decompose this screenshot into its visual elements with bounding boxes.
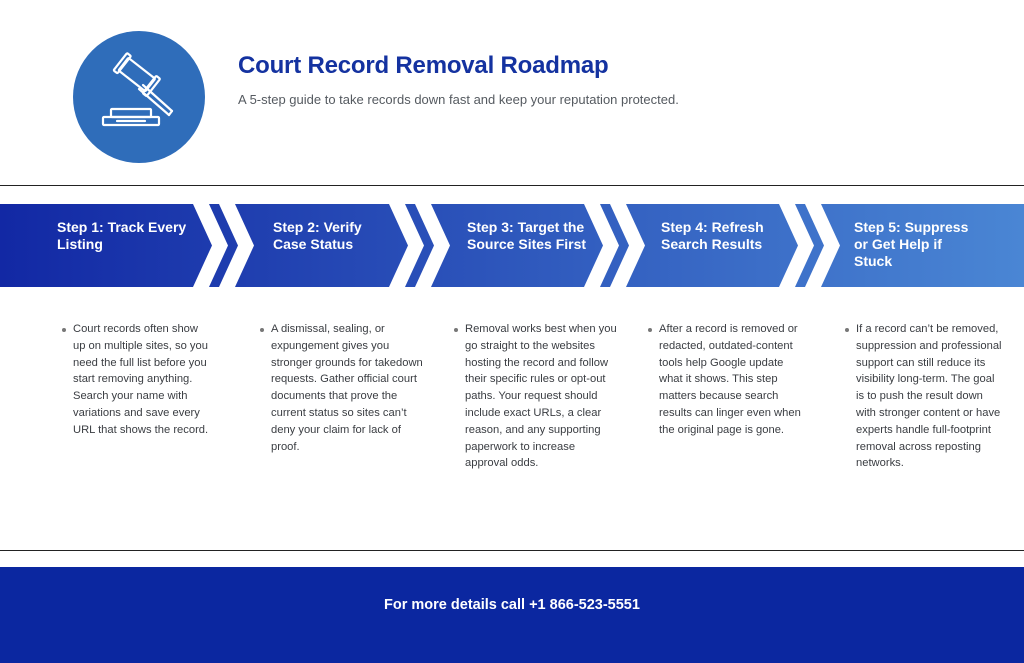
step-1-bullet: Court records often show up on multiple sites, so you need the full list before you start removing anything. Search your name with variations and save every URL that shows the record. xyxy=(73,321,209,439)
step-5-title: Step 5: Suppress or Get Help if Stuck xyxy=(854,219,969,269)
step-5-details xyxy=(842,321,1002,472)
step-5-bullet: If a record can’t be removed, suppression and professional support can still reduce its visibility long-term. The goal is to push the result down with stronger content or have experts handle full-footprint removal across reposting networks. xyxy=(856,321,1002,472)
step-2-title: Step 2: Verify Case Status xyxy=(273,219,362,252)
footer-contact-text: For more details call +1 866-523-5551 xyxy=(384,597,640,613)
step-3-bullet: Removal works best when you go straight to the websites hosting the record and follow their specific rules or opt-out paths. Your request should include exact URLs, a clear reason, and any supporting paperwork to increase approval odds. xyxy=(465,321,619,472)
step-3-details xyxy=(451,321,619,472)
step-2-bullet: A dismissal, sealing, or expungement gives you stronger grounds for takedown requests. Gather official court documents that prove the current status so sites can’t deny your claim for lack of proof. xyxy=(271,321,423,455)
page-title: Court Record Removal Roadmap xyxy=(238,52,609,79)
step-4-bullet: After a record is removed or redacted, outdated-content tools help Google update what it shows. This step matters because search results can linger even when the original page is gone. xyxy=(659,321,803,439)
page-subtitle: A 5-step guide to take records down fast and keep your reputation protected. xyxy=(238,92,679,107)
step-1-details xyxy=(59,321,209,439)
step-2-details xyxy=(257,321,423,455)
footer-bar xyxy=(0,567,1024,663)
step-4-title: Step 4: Refresh Search Results xyxy=(661,219,764,252)
bottom-divider xyxy=(0,550,1024,551)
logo xyxy=(73,31,205,163)
step-1-title: Step 1: Track Every Listing xyxy=(57,219,187,252)
step-4-details xyxy=(645,321,803,439)
gavel-icon xyxy=(73,31,205,163)
step-3-title: Step 3: Target the Source Sites First xyxy=(467,219,587,252)
top-divider xyxy=(0,185,1024,186)
